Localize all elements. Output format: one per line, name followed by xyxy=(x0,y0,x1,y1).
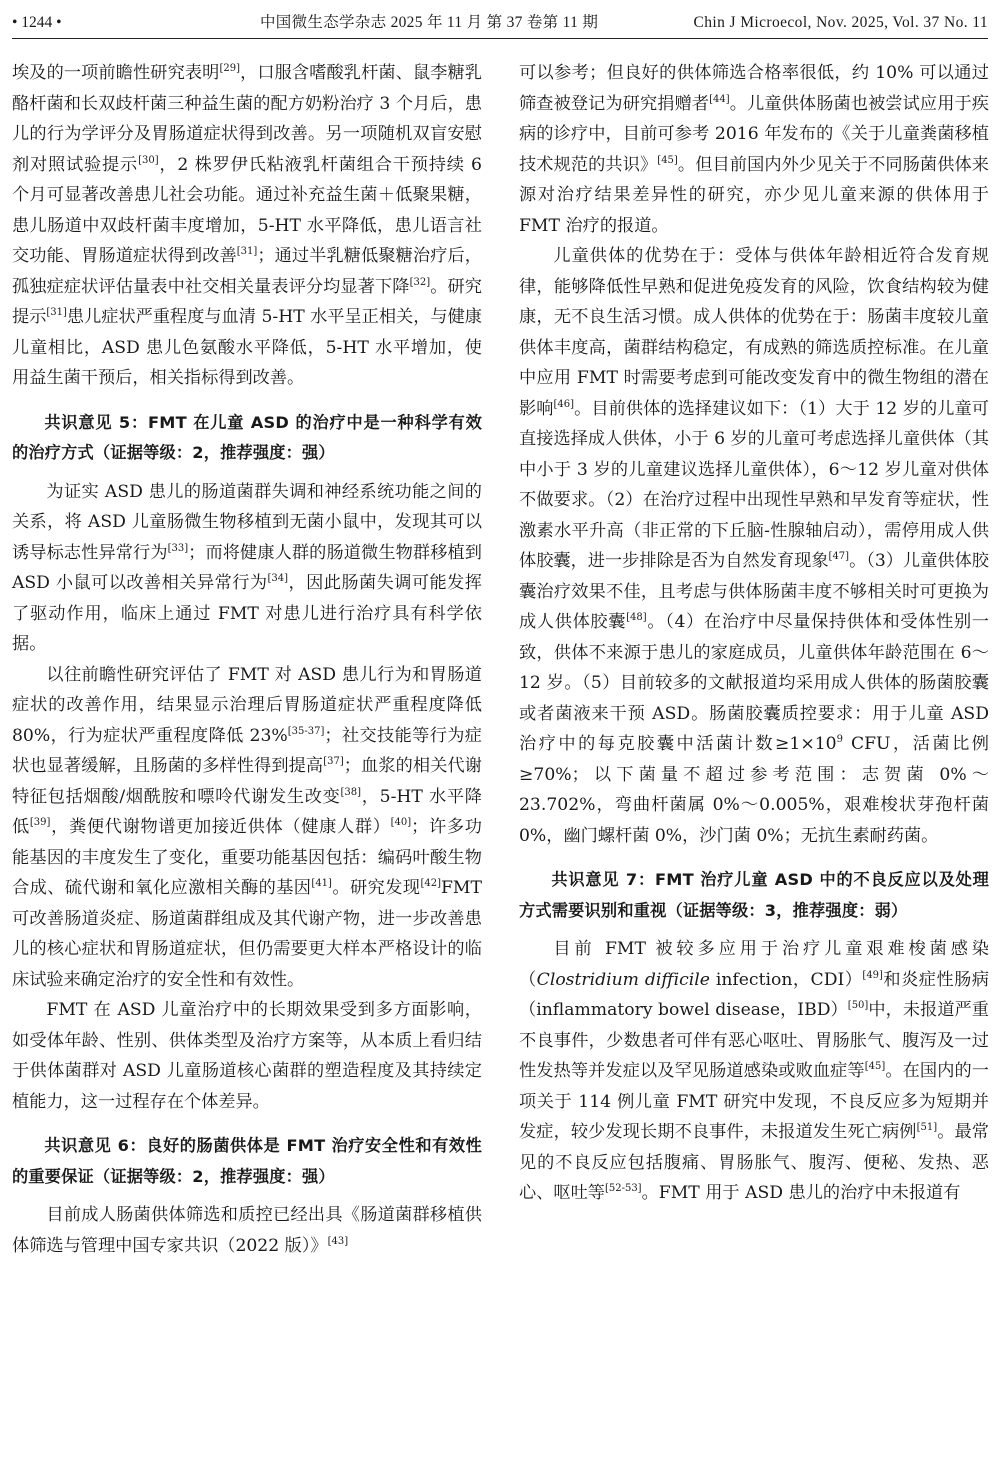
citation[interactable]: [38] xyxy=(340,786,362,798)
citation[interactable]: [40] xyxy=(390,817,412,828)
citation[interactable]: [44] xyxy=(709,93,730,105)
consensus-heading-5: 共识意见 5：FMT 在儿童 ASD 的治疗中是一种科学有效的治疗方式（证据等级：2，推荐强度：强） xyxy=(12,412,482,462)
exponent: 9 xyxy=(836,734,843,745)
consensus-heading-6: 共识意见 6：良好的肠菌供体是 FMT 治疗安全性和有效性的重要保证（证据等级：2，推荐强度：强） xyxy=(12,1136,482,1186)
consensus-heading-7: 共识意见 7：FMT 治疗儿童 ASD 中的不良反应以及处理方式需要识别和重视（证据等级：3，推荐强度：弱） xyxy=(519,870,989,920)
paragraph: FMT 在 ASD 儿童治疗中的长期效果受到多方面影响，如受体年龄、性别、供体类型及治疗方案等，从本质上看归结于供体菌群对 ASD 儿童肠道核心菌群的塑造程度及其持续定植能力，这一过程存在个体差异。 xyxy=(12,1000,482,1112)
paragraph: 目前成人肠菌供体筛选和质控已经出具《肠道菌群移植供体筛选与管理中国专家共识（2022 版）》[43] xyxy=(12,1205,482,1256)
citation[interactable]: [32] xyxy=(409,276,431,288)
citation[interactable]: [30] xyxy=(138,154,159,166)
paragraph: 儿童供体的优势在于：受体与供体年龄相近符合发育规律，能够降低性早熟和促进免疫发育的风险，饮食结构较为健康，无不良生活习惯。成人供体的优势在于：肠菌丰度较儿童供体丰度高，菌群结构稳定，有成熟的筛选质控标准。在儿童中应用 FMT 时需要考虑到可能改变发育中的微生物组的潜在影响[46]。目前供体的选择建议如下：（1）大于 12 岁的儿童可直接选择成人供体，小于 6 岁的儿童可考虑选择儿童供体（其中小于 3 岁的儿童建议选择儿童供体），6～12 岁儿童对供体不做要求。（2）在治疗过程中出现性早熟和早发育等症状，性激素水平升高（非正常的下丘脑-性腺轴启动），需停用成人供体胶囊，进一步排除是否为自然发育现象[47]。（3）儿童供体胶囊治疗效果不佳，且考虑与供体肠菌丰度不够相关时可更换为成人供体胶囊[48]。（4）在治疗中尽量保持供体和受体性别一致，供体不来源于患儿的家庭成员，儿童供体年龄范围在 6～12 岁。（5）目前较多的文献报道均采用成人供体的肠菌胶囊或者菌液来干预 ASD。肠菌胶囊质控要求：用于儿童 ASD 治疗中的每克胶囊中活菌计数$\ge 1\times 10^9$ CFU，活菌比例≥70%；以下菌量不超过参考范围：志贺菌 0%～23.702%，弯曲杆菌属 0%～0.005%，艰难梭状芽孢杆菌 0%，幽门螺杆菌 0%，沙门菌 0%；无抗生素耐药菌。 xyxy=(519,246,989,846)
citation[interactable]: [33] xyxy=(167,542,189,554)
citation[interactable]: [37] xyxy=(323,756,344,767)
citation[interactable]: [48] xyxy=(626,612,647,623)
citation[interactable]: [52-53] xyxy=(604,1183,642,1194)
citation[interactable]: [47] xyxy=(828,551,850,562)
citation[interactable]: [34] xyxy=(267,573,289,584)
paragraph: 可以参考；但良好的供体筛选合格率很低，约 10% 可以通过筛查被登记为研究捐赠者[44]。儿童供体肠菌也被尝试应用于疾病的诊疗中，目前可参考 2016 年发布的《关于儿童粪菌移植技术规范的共识》[45]。但目前国内外少见关于不同肠菌供体来源对治疗结果差异性的研究，亦少见儿童来源的供体用于 FMT 治疗的报道。 xyxy=(519,63,989,236)
journal-title-en: Chin J Microecol, Nov. 2025, Vol. 37 No. 11 xyxy=(693,14,988,31)
citation[interactable]: [39] xyxy=(29,817,51,828)
citation[interactable]: [45] xyxy=(864,1061,886,1072)
citation[interactable]: [46] xyxy=(553,398,575,410)
citation[interactable]: [50] xyxy=(847,1000,869,1011)
citation[interactable]: [45] xyxy=(657,154,678,166)
page-number: • 1244 • xyxy=(12,14,62,31)
citation[interactable]: [42] xyxy=(420,878,441,889)
right-column xyxy=(519,58,989,1209)
citation[interactable]: [41] xyxy=(311,878,332,889)
paragraph: 为证实 ASD 患儿的肠道菌群失调和神经系统功能之间的关系，将 ASD 儿童肠微生物移植到无菌小鼠中，发现其可以诱导标志性异常行为[33]；而将健康人群的肠道微生物群移植到 ASD 小鼠可以改善相关异常行为[34]，因此肠菌失调可能发挥了驱动作用，临床上通过 FMT 对患儿进行治疗具有科学依据。 xyxy=(12,481,482,654)
paragraph: 目前 FMT 被较多应用于治疗儿童艰难梭菌感染（Clostridium difficile infection，CDI）[49]和炎症性肠病（inflammatory bowel disease，IBD）[50]中，未报道严重不良事件，少数患者可伴有恶心呕吐、胃肠胀气、腹泻及一过性发热等并发症以及罕见肠道感染或败血症等[45]。在国内的一项关于 114 例儿童 FMT 研究中发现，不良反应多为短期并发症，较少发现长期不良事件，未报道发生死亡病例[51]。最常见的不良反应包括腹痛、胃肠胀气、腹泻、便秘、发热、恶心、呕吐等[52-53]。FMT 用于 ASD 患儿的治疗中未报道有 xyxy=(519,939,989,1203)
running-header xyxy=(12,8,988,39)
citation[interactable]: [43] xyxy=(327,1235,349,1247)
citation[interactable]: [31] xyxy=(236,246,258,257)
journal-title-cn: 中国微生态学杂志 2025 年 11 月 第 37 卷第 11 期 xyxy=(260,14,599,31)
citation[interactable]: [51] xyxy=(916,1122,938,1133)
paragraph: 埃及的一项前瞻性研究表明[29]，口服含嗜酸乳杆菌、鼠李糖乳酪杆菌和长双歧杆菌三种益生菌的配方奶粉治疗 3 个月后，患儿的行为学评分及胃肠道症状得到改善。另一项随机双盲安慰剂对照试验提示[30]，2 株罗伊氏粘液乳杆菌组合干预持续 6 个月可显著改善患儿社会功能。通过补充益生菌＋低聚果糖，患儿肠道中双歧杆菌丰度增加，5-HT 水平降低，患儿语言社交功能、胃肠道症状得到改善[31]；通过半乳糖低聚糖治疗后，孤独症症状评估量表中社交相关量表评分均显著下降[32]。研究提示[31]患儿症状严重程度与血清 5-HT 水平呈正相关，与健康儿童相比，ASD 患儿色氨酸水平降低，5-HT 水平增加，使用益生菌干预后，相关指标得到改善。 xyxy=(12,63,482,388)
citation[interactable]: [35-37] xyxy=(287,725,325,737)
citation[interactable]: [49] xyxy=(862,969,883,981)
left-column xyxy=(12,58,482,1261)
citation[interactable]: [31] xyxy=(46,307,67,318)
citation[interactable]: [29] xyxy=(219,63,240,74)
species-name: Clostridium difficile xyxy=(536,969,710,990)
paragraph: 以往前瞻性研究评估了 FMT 对 ASD 患儿行为和胃肠道症状的改善作用，结果显示治理后胃肠道症状严重程度降低 80%，行为症状严重程度降低 23%[35-37]；社交技能等行为症状也显著缓解，且肠菌的多样性得到提高[37]；血浆的相关代谢特征包括烟酸/烟酰胺和嘌呤代谢发生改变[38]，5-HT 水平降低[39]，粪便代谢物谱更加接近供体（健康人群）[40]；许多功能基因的丰度发生了变化，重要功能基因包括：编码叶酸生物合成、硫代谢和氧化应激相关酶的基因[41]。研究发现[42]FMT 可改善肠道炎症、肠道菌群组成及其代谢产物，进一步改善患儿的核心症状和胃肠道症状，但仍需要更大样本严格设计的临床试验来确定治疗的安全性和有效性。 xyxy=(12,664,482,990)
